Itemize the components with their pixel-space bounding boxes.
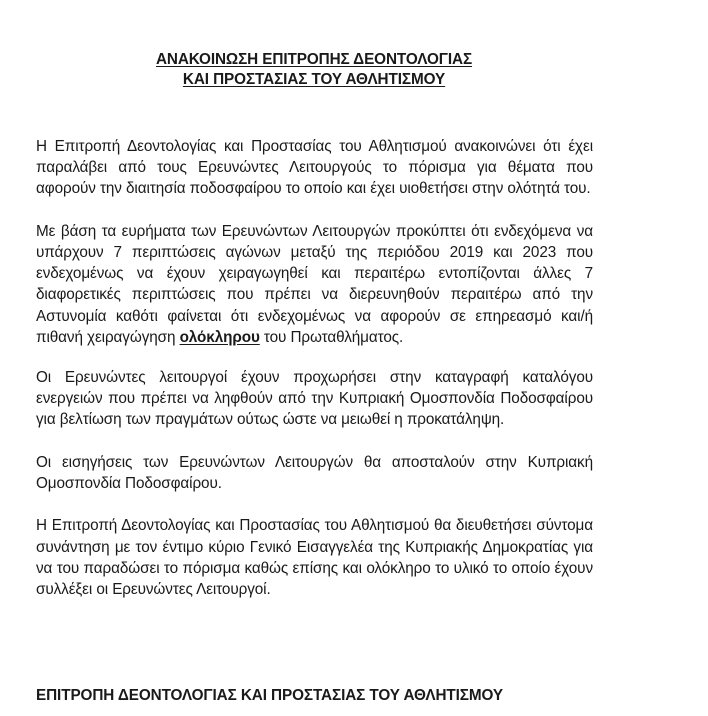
document-title (0, 50, 628, 90)
paragraph-2-text-end: του Πρωταθλήματος. (259, 328, 404, 346)
paragraph-5: Η Επιτροπή Δεοντολογίας και Προστασίας του Αθλητισμού θα διευθετήσει σύντομα συνάντηση με τον έντιμο κύριο Γενικό Εισαγγελέα της Κυπριακής Δημοκρατίας για να του παραδώσει το πόρισμα καθώς επίσης και ολόκληρο το υλικό το οποίο έχουν συλλέξει οι Ερευνώντες Λειτουργοί. (36, 517, 593, 599)
paragraph-2 (36, 221, 593, 348)
paragraph-2-text-start: Με βάση τα ευρήματα των Ερευνώντων Λειτουργών προκύπτει ότι ενδεχόμενα να υπάρχουν 7 περιπτώσεις αγώνων μεταξύ της περιόδου 2019 και 2023 που ενδεχομένως να έχουν χειραγωγηθεί και περαιτέρω εντοπίζονται άλλες 7 διαφορετικές περιπτώσεις που πρέπει να διερευνηθούν περαιτέρω από την Αστυνομία καθότι φαίνεται ότι ενδεχομένως να αφορούν σε επηρεασμό και/ή πιθανή χειραγώγηση (36, 222, 593, 346)
paragraph-3: Οι Ερευνώντες λειτουργοί έχουν προχωρήσει στην καταγραφή καταλόγου ενεργειών που πρέπει να ληφθούν από την Κυπριακή Ομοσπονδία Ποδοσφαίρου για βελτίωση των πραγμάτων ούτως ώστε να μειωθεί η προκατάληψη. (36, 369, 593, 429)
title-line-1: ΑΝΑΚΟΙΝΩΣΗ ΕΠΙΤΡΟΠΗΣ ΔΕΟΝΤΟΛΟΓΙΑΣ (155, 51, 473, 68)
document-body (36, 136, 593, 621)
signature: ΕΠΙΤΡΟΠΗ ΔΕΟΝΤΟΛΟΓΙΑΣ ΚΑΙ ΠΡΟΣΤΑΣΙΑΣ ΤΟΥ ΑΘΛΗΤΙΣΜΟΥ (36, 687, 504, 704)
paragraph-4: Οι εισηγήσεις των Ερευνώντων Λειτουργών θα αποσταλούν στην Κυπριακή Ομοσπονδία Ποδοσφαίρου. (36, 453, 593, 493)
title-line-2: ΚΑΙ ΠΡΟΣΤΑΣΙΑΣ ΤΟΥ ΑΘΛΗΤΙΣΜΟΥ (182, 71, 446, 88)
paragraph-2-emphasis: ολόκληρου (179, 328, 260, 346)
paragraph-1: Η Επιτροπή Δεοντολογίας και Προστασίας του Αθλητισμού ανακοινώνει ότι έχει παραλάβει από τους Ερευνώντες Λειτουργούς το πόρισμα για θέματα που αφορούν την διαιτησία ποδοσφαίρου το οποίο και έχει υιοθετήσει στην ολότητά του. (36, 138, 593, 198)
